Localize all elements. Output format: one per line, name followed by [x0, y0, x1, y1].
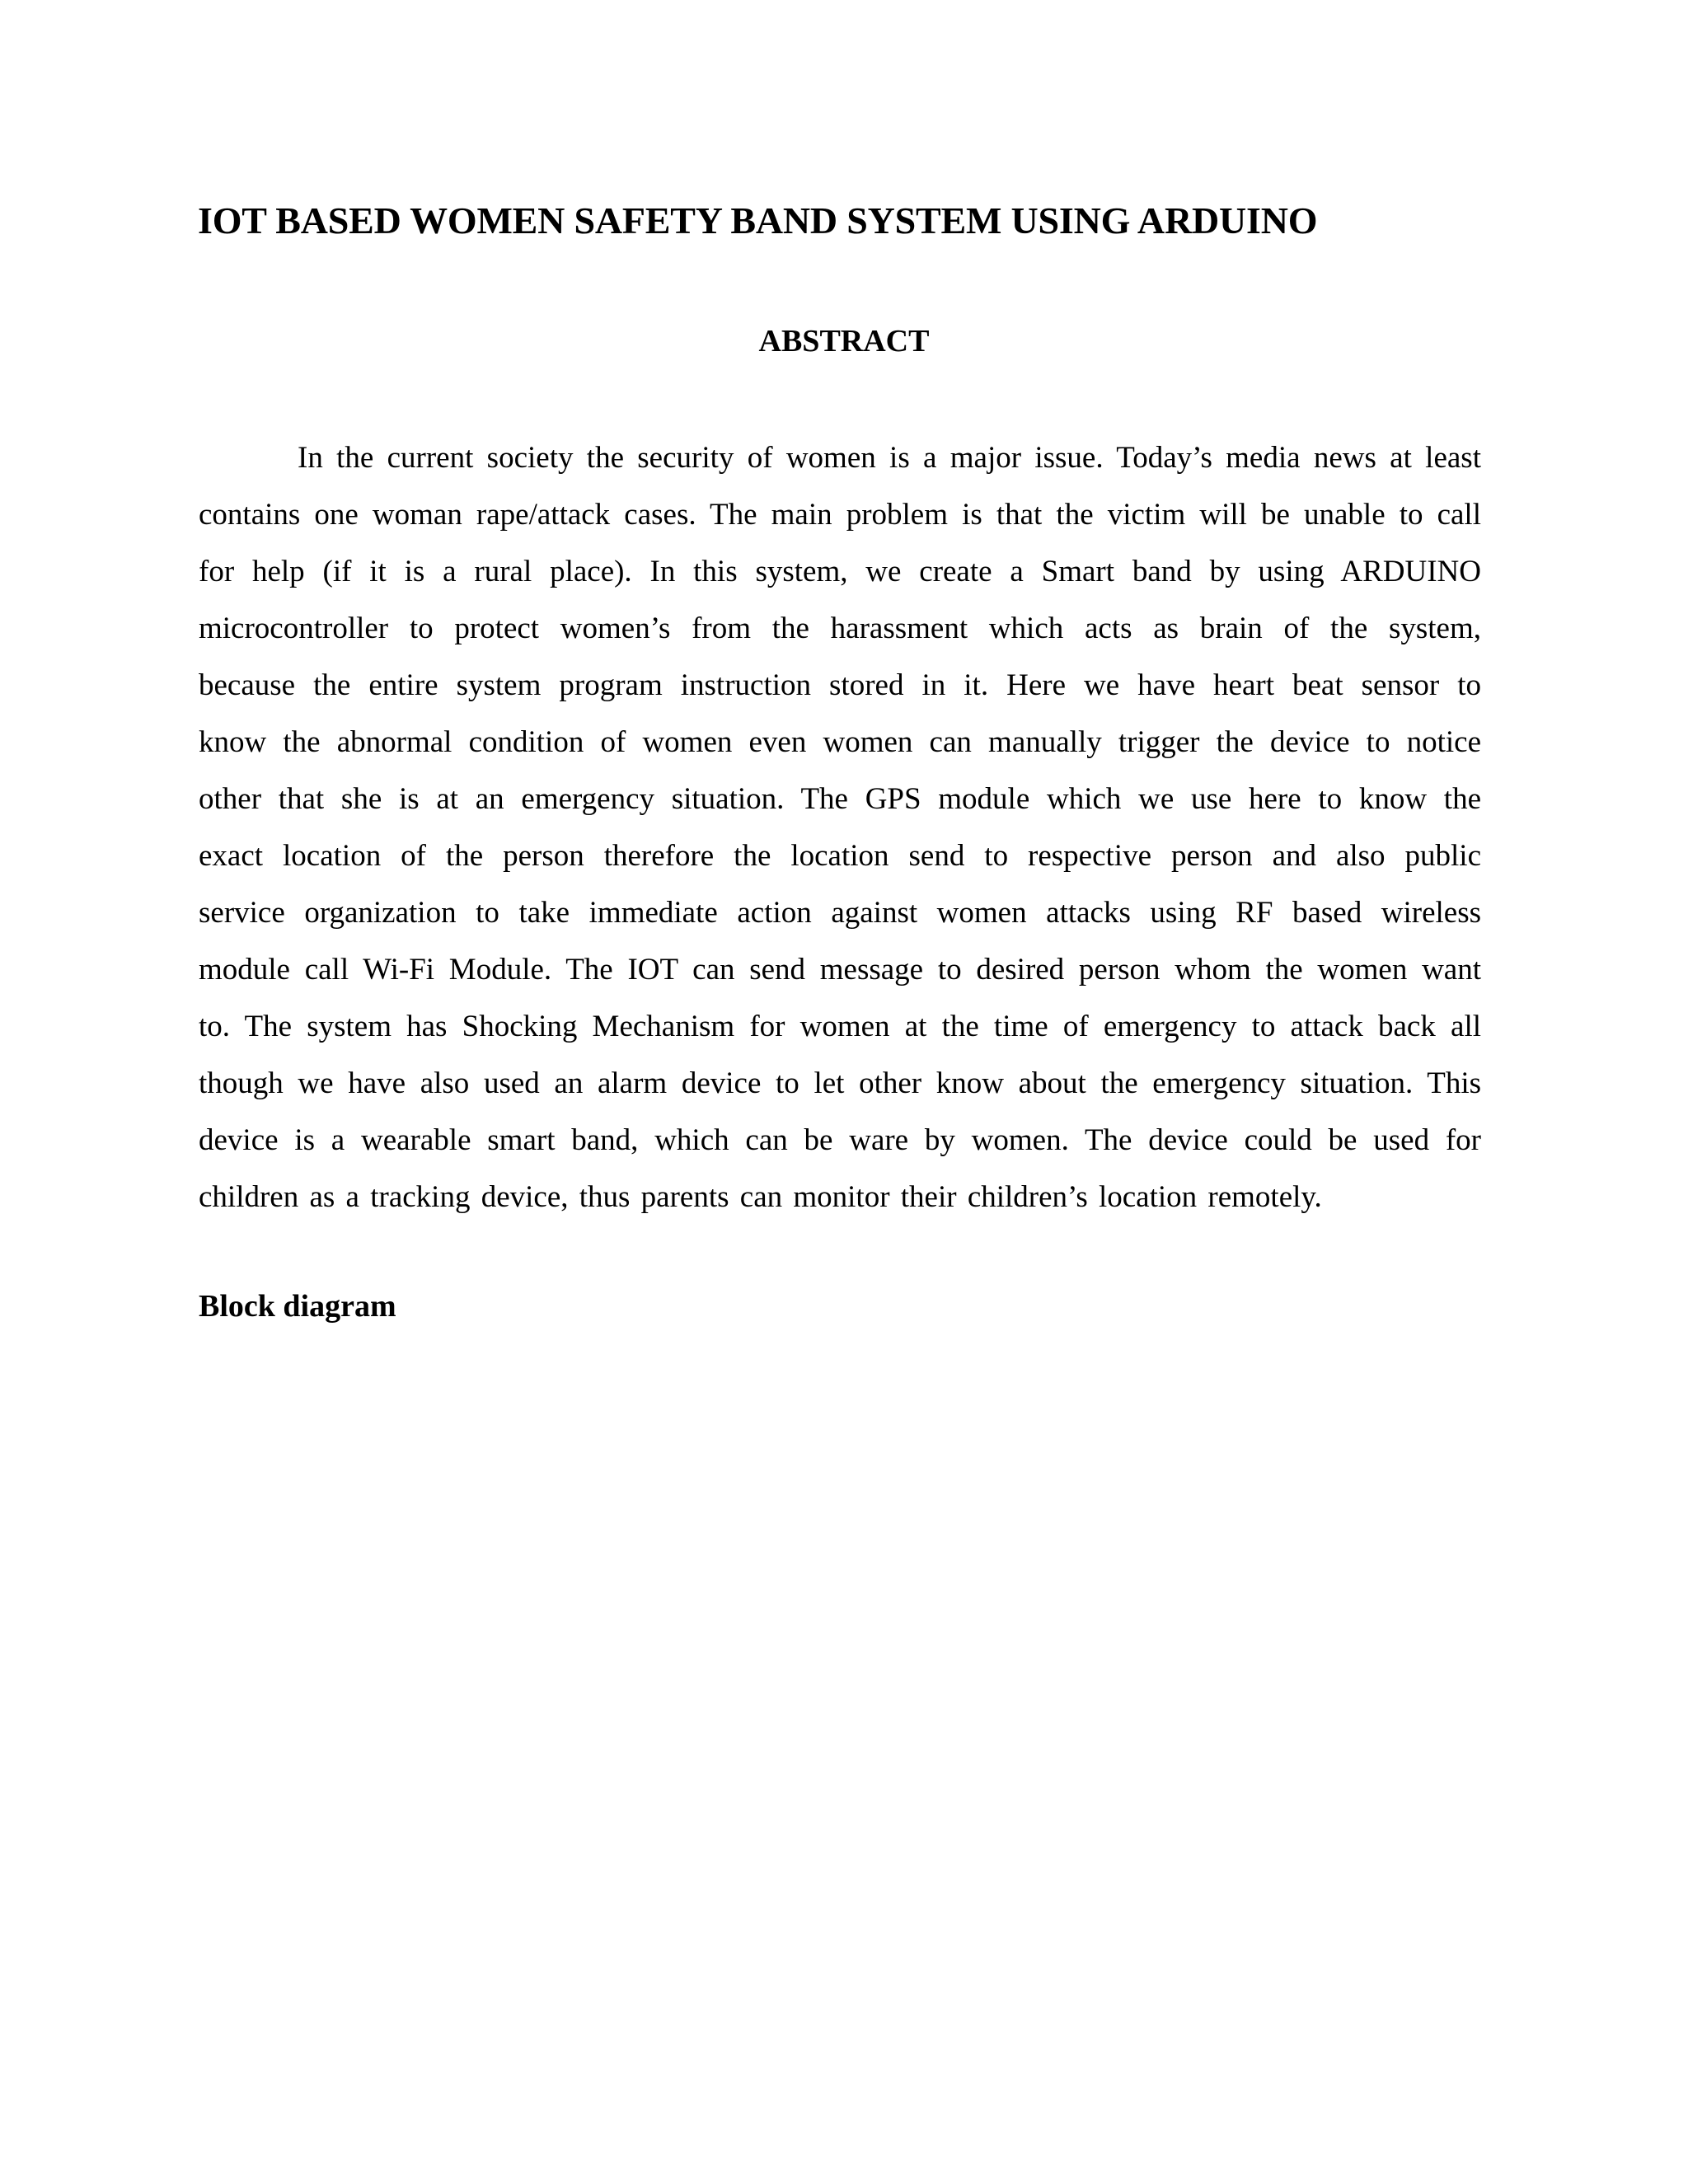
abstract-line: exact location of the person therefore the location send to respective person and also public	[199, 839, 1481, 873]
abstract-line: service organization to take immediate action against women attacks using RF based wireless	[199, 896, 1481, 930]
document-title: IOT BASED WOMEN SAFETY BAND SYSTEM USING ARDUINO	[198, 199, 1318, 241]
block-diagram-heading: Block diagram	[199, 1289, 396, 1324]
abstract-heading: ABSTRACT	[758, 324, 930, 359]
abstract-line: know the abnormal condition of women even women can manually trigger the device to notice	[199, 725, 1481, 759]
abstract-line: children as a tracking device, thus parents can monitor their children’s location remotely.	[199, 1180, 1322, 1214]
abstract-line: because the entire system program instruction stored in it. Here we have heart beat sensor to	[199, 668, 1481, 702]
abstract-line: though we have also used an alarm device to let other know about the emergency situation. This	[199, 1066, 1481, 1100]
abstract-line: other that she is at an emergency situation. The GPS module which we use here to know the	[199, 782, 1481, 816]
abstract-line: module call Wi-Fi Module. The IOT can send message to desired person whom the women want	[199, 953, 1481, 987]
abstract-line: In the current society the security of women is a major issue. Today’s media news at least	[298, 441, 1481, 475]
abstract-line: for help (if it is a rural place). In this system, we create a Smart band by using ARDUINO	[199, 555, 1481, 588]
abstract-paragraph	[199, 429, 1481, 1226]
abstract-line: device is a wearable smart band, which can be ware by women. The device could be used for	[199, 1123, 1481, 1157]
abstract-line: to. The system has Shocking Mechanism for women at the time of emergency to attack back all	[199, 1010, 1481, 1043]
abstract-line: microcontroller to protect women’s from the harassment which acts as brain of the system,	[199, 612, 1481, 645]
abstract-line: contains one woman rape/attack cases. The main problem is that the victim will be unable to call	[199, 498, 1481, 532]
